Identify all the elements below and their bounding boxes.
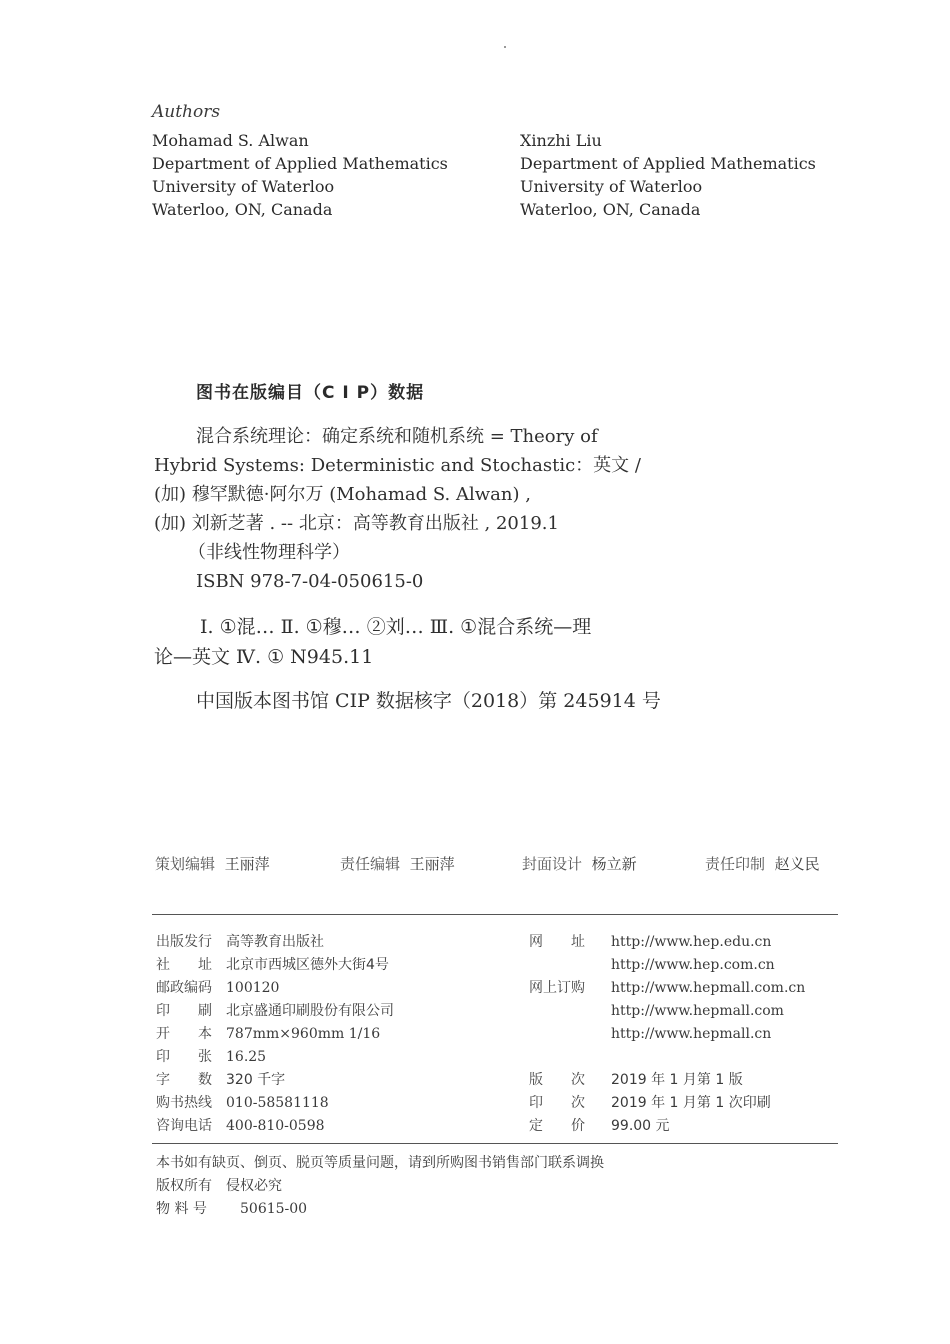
pub-row: 出版发行 高等教育出版社 — [156, 934, 324, 950]
author-name: Mohamad S. Alwan — [152, 131, 309, 150]
pub-row — [529, 1023, 805, 1046]
staff-role: 责任编辑 — [340, 855, 401, 873]
cip-line-author1: (加) 穆罕默德·阿尔万 (Mohamad S. Alwan) , — [154, 484, 531, 505]
staff-name: 赵义民 — [774, 855, 820, 873]
pub-row: 印 张 16.25 — [156, 1049, 267, 1065]
publication-details-left — [156, 931, 394, 1138]
staff-name: 王丽萍 — [224, 855, 270, 873]
staff-planning-editor — [155, 853, 270, 874]
author-university: University of Waterloo — [520, 177, 703, 196]
staff-role: 封面设计 — [522, 855, 583, 873]
authors-heading: Authors — [152, 102, 221, 122]
quality-notice: 本书如有缺页、倒页、脱页等质量问题，请到所购图书销售部门联系调换 — [156, 1155, 604, 1171]
staff-name: 王丽萍 — [409, 855, 455, 873]
pub-row: 字 数 320 千字 — [156, 1072, 286, 1088]
pub-row: 印 次 2019 年 1 月第 1 次印刷 — [529, 1095, 771, 1111]
material-label: 物 料 号 — [156, 1201, 207, 1217]
cip-classification-line2: 论—英文 Ⅳ. ① N945.11 — [154, 646, 374, 668]
pub-row: 网 址 http://www.hep.edu.cn — [529, 934, 772, 950]
pub-row: 版 次 2019 年 1 月第 1 版 — [529, 1072, 743, 1088]
author-location: Waterloo, ON, Canada — [152, 200, 333, 219]
divider-top — [152, 914, 838, 915]
staff-role: 策划编辑 — [155, 855, 216, 873]
cip-record-number: 中国版本图书馆 CIP 数据核字（2018）第 245914 号 — [196, 690, 661, 712]
website-link: http://www.hep.edu.cn — [611, 934, 772, 950]
website-link: http://www.hep.com.cn — [611, 957, 775, 973]
cip-title: 图书在版编目（C I P）数据 — [196, 383, 425, 403]
pub-row — [529, 1000, 805, 1023]
staff-print-supervisor — [705, 853, 820, 874]
material-number — [156, 1198, 307, 1218]
print-speck — [504, 46, 506, 48]
divider-bottom — [152, 1143, 838, 1144]
staff-responsible-editor — [340, 853, 455, 874]
pub-row: 社 址 北京市西城区德外大街4号 — [156, 957, 389, 973]
author-location: Waterloo, ON, Canada — [520, 200, 701, 219]
pub-row: 购书热线 010-58581118 — [156, 1095, 329, 1111]
order-link: http://www.hepmall.com — [611, 1003, 784, 1019]
pub-row: 印 刷 北京盛通印刷股份有限公司 — [156, 1003, 394, 1019]
pub-row: 咨询电话 400-810-0598 — [156, 1118, 325, 1134]
author-block-alwan — [152, 129, 448, 221]
material-value: 50615-00 — [240, 1201, 308, 1217]
cip-line-author2: (加) 刘新芝著 . -- 北京：高等教育出版社 , 2019.1 — [154, 513, 559, 534]
copyright-notice: 版权所有 侵权必究 — [156, 1178, 282, 1194]
pub-row — [529, 954, 805, 977]
order-link: http://www.hepmall.cn — [611, 1026, 772, 1042]
staff-role: 责任印制 — [705, 855, 766, 873]
cip-line-series: （非线性物理科学） — [188, 542, 350, 563]
cip-line-isbn: ISBN 978-7-04-050615-0 — [196, 571, 424, 592]
author-university: University of Waterloo — [152, 177, 335, 196]
cip-line-subtitle: Hybrid Systems: Deterministic and Stochastic：英文 / — [154, 455, 641, 476]
staff-name: 杨立新 — [591, 855, 637, 873]
author-name: Xinzhi Liu — [520, 131, 602, 150]
author-block-liu — [520, 129, 816, 221]
staff-cover-designer — [522, 853, 637, 874]
order-link: http://www.hepmall.com.cn — [611, 980, 806, 996]
publication-details-right — [529, 931, 805, 1138]
author-department: Department of Applied Mathematics — [520, 154, 816, 173]
pub-row: 网上订购 http://www.hepmall.com.cn — [529, 980, 806, 996]
cip-classification-line1: Ⅰ. ①混… Ⅱ. ①穆… ②刘… Ⅲ. ①混合系统—理 — [200, 616, 592, 638]
cip-line-title: 混合系统理论：确定系统和随机系统 = Theory of — [196, 426, 598, 447]
author-department: Department of Applied Mathematics — [152, 154, 448, 173]
pub-row — [529, 1046, 805, 1069]
pub-row: 定 价 99.00 元 — [529, 1118, 670, 1134]
pub-row: 开 本 787mm×960mm 1/16 — [156, 1026, 381, 1042]
pub-row: 邮政编码 100120 — [156, 980, 280, 996]
